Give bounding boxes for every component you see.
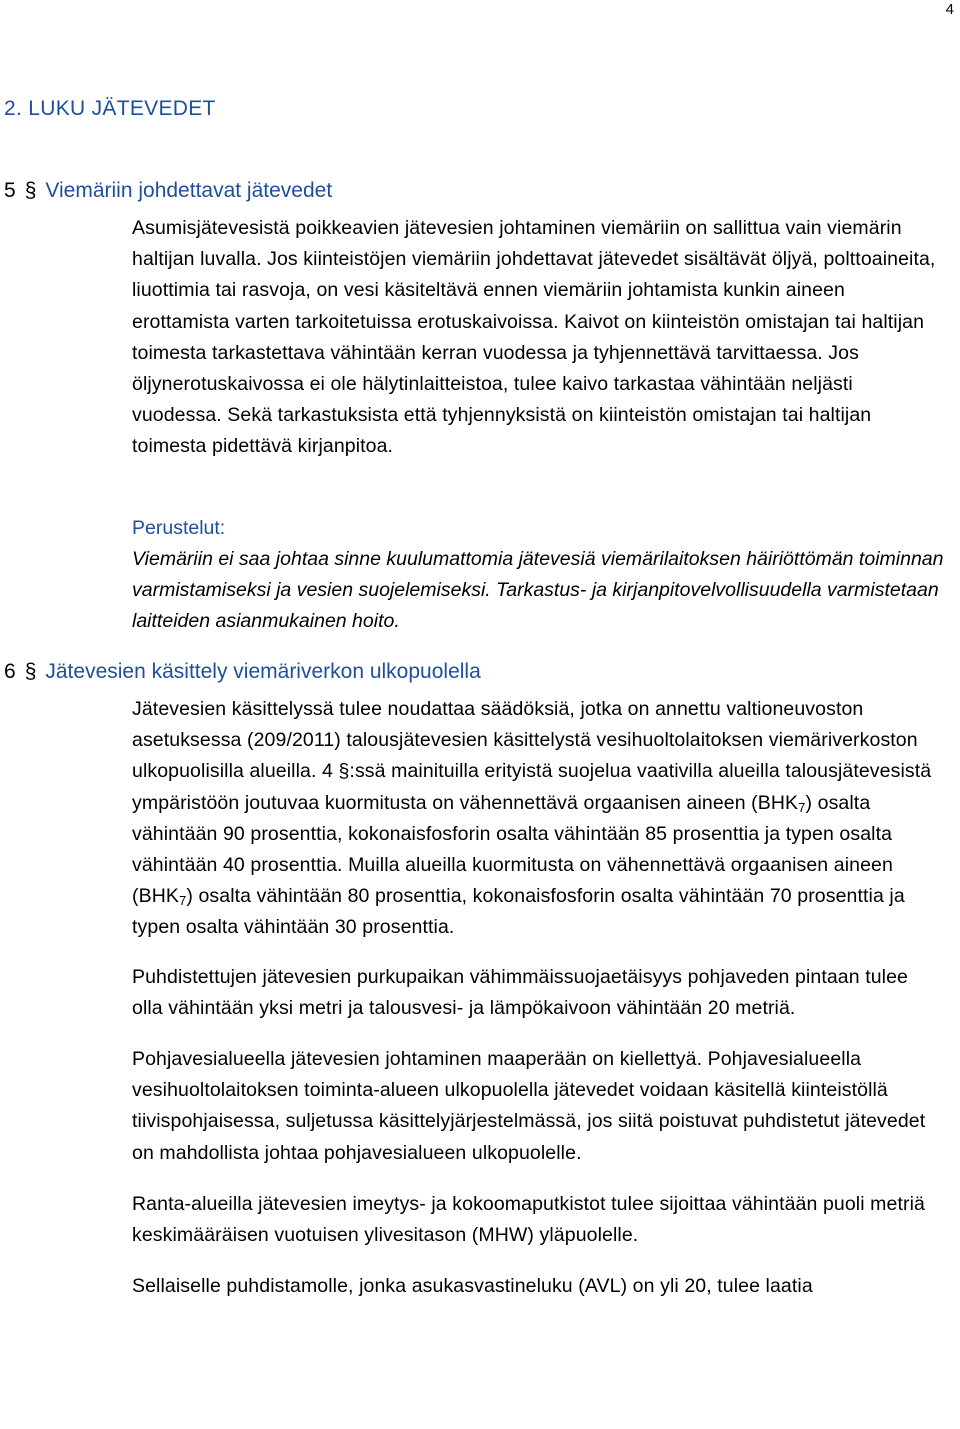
subscript: 7 xyxy=(179,893,187,909)
section-5-paragraph: Asumisjätevesistä poikkeavien jätevesien johtaminen viemäriin on sallittua vain viemärin haltijan luvalla. Jos kiinteistöjen viemäriin johdettavat jätevedet sisältävät öljyä, polttoaineita, liuottimia tai rasvoja, on vesi käsiteltävä ennen viemäriin johtamista kunkin aineen erottamista varten tarkoitetuissa erotuskaivoissa. Kaivot on kiinteistön omistajan tai haltijan toimesta tarkastettava vähintään kerran vuodessa ja tyhjennettävä tarvittaessa. Jos öljynerotuskaivossa ei ole hälytinlaitteistoa, tulee kaivo tarkastaa vähintään neljästi vuodessa. Sekä tarkastuksista että tyhjennyksistä on kiinteistön omistajan tai haltijan toimesta pidettävä kirjanpitoa. xyxy=(132,217,936,458)
section-title: Jätevesien käsittely viemäriverkon ulkopuolella xyxy=(45,660,481,683)
reasoning-text: Viemäriin ei saa johtaa sinne kuulumattomia jätevesiä viemärilaitoksen häiriöttömän toiminnan varmistamiseksi ja vesien suojelemiseksi. Tarkastus- ja kirjanpitovelvollisuudella varmistetaan laitteiden asianmukainen hoito. xyxy=(132,548,944,632)
subscript: 7 xyxy=(798,799,806,815)
section-number: 6 xyxy=(4,660,16,683)
paragraph-text: ) osalta vähintään 90 prosenttia, kokonaisfosforin osalta vähintään 85 prosenttia ja typen osalta vähintään 40 prosenttia. Muilla alueilla kuormitusta on vähennettävä orgaanisen aineen (BHK xyxy=(132,791,893,908)
paragraph-text: ) osalta vähintään 80 prosenttia, kokonaisfosforin osalta vähintään 70 prosenttia ja typen osalta vähintään 30 prosenttia. xyxy=(132,885,905,939)
section-6-heading xyxy=(4,658,481,686)
section-5-heading xyxy=(4,177,332,205)
section-6-paragraph-2: Puhdistettujen jätevesien purkupaikan vähimmäissuojaetäisyys pohjaveden pintaan tulee olla vähintään yksi metri ja talousvesi- ja lämpökaivoon vähintään 20 metriä. xyxy=(132,965,908,1019)
section-6-paragraph-1 xyxy=(132,694,944,944)
chapter-title: 2. LUKU JÄTEVEDET xyxy=(4,97,216,120)
section-5-reasoning xyxy=(132,513,944,637)
section-6-paragraph-5: Sellaiselle puhdistamolle, jonka asukasvastineluku (AVL) on yli 20, tulee laatia xyxy=(132,1275,813,1298)
section-sign: § xyxy=(24,660,37,683)
reasoning-label: Perustelut: xyxy=(132,517,226,539)
section-5-body xyxy=(132,213,944,463)
section-sign: § xyxy=(24,179,37,202)
section-6-body xyxy=(132,694,944,1322)
section-6-paragraph-3: Pohjavesialueella jätevesien johtaminen maaperään on kiellettyä. Pohjavesialueella vesihuoltolaitoksen toiminta-alueen ulkopuolella jätevedet voidaan käsitellä kiinteistöllä tiivispohjaisessa, suljetussa käsittelyjärjestelmässä, jos siitä poistuvat puhdistetut jätevedet on mahdollista johtaa pohjavesialueen ulkopuolelle. xyxy=(132,1048,926,1164)
section-number: 5 xyxy=(4,179,16,202)
section-title: Viemäriin johdettavat jätevedet xyxy=(45,179,333,202)
section-6-paragraph-4: Ranta-alueilla jätevesien imeytys- ja kokoomaputkistot tulee sijoittaa vähintään puoli metriä keskimääräisen vuotuisen ylivesitason (MHW) yläpuolelle. xyxy=(132,1192,925,1247)
paragraph-text: Jätevesien käsittelyssä tulee noudattaa säädöksiä, jotka on annettu valtioneuvoston asetuksessa (209/2011) talousjätevesien käsittelystä vesihuoltolaitoksen viemäriverkoston ulkopuolisilla alueilla. 4 §:ssä mainituilla erityistä suojelua vaativilla alueilla talousjätevesistä ympäristöön joutuvaa kuormitusta on vähennettävä orgaanisen aineen (BHK xyxy=(132,698,932,814)
page-number: 4 xyxy=(945,1,954,18)
